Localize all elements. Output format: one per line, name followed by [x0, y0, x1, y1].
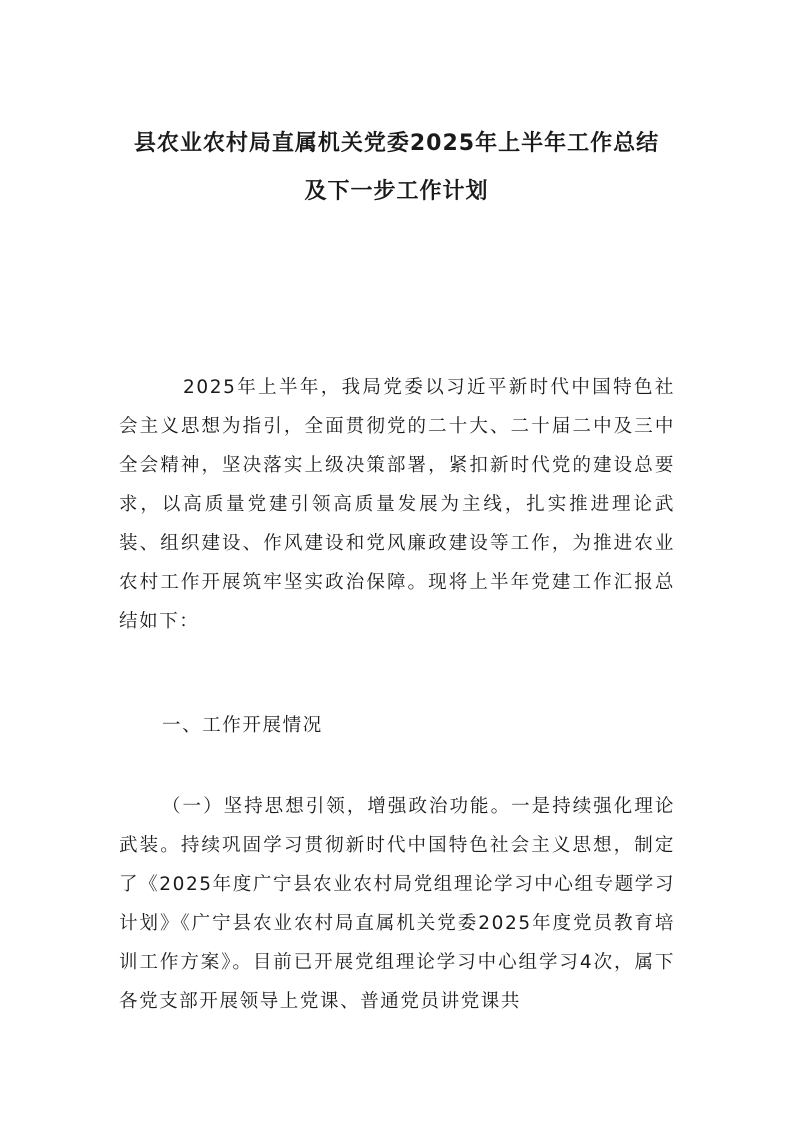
section-paragraph: （一）坚持思想引领，增强政治功能。一是持续强化理论武装。持续巩固学习贯彻新时代中国特色社会主义思想，制定了《2025年度广宁县农业农村局党组理论学习中心组专题学习计划》《广宁县农业农村局直属机关党委2025年度党员教育培训工作方案》。目前已开展党组理论学习中心组学习4次，属下各党支部开展领导上党课、普通党员讲党课共 — [119, 796, 675, 1012]
document-title-line-1: 县农业农村局直属机关党委2025年上半年工作总结 — [133, 131, 660, 156]
intro-paragraph: 2025年上半年，我局党委以习近平新时代中国特色社会主义思想为指引，全面贯彻党的二十大、二十届二中及三中全会精神，坚决落实上级决策部署，紧扣新时代党的建设总要求，以高质量党建引领高质量发展为主线，扎实推进理论武装、组织建设、作风建设和党风廉政建设等工作，为推进农业农村工作开展筑牢坚实政治保障。现将上半年党建工作汇报总结如下： — [119, 377, 675, 632]
section-heading: 一、工作开展情况 — [162, 715, 323, 736]
document-title-line-2: 及下一步工作计划 — [304, 179, 489, 204]
